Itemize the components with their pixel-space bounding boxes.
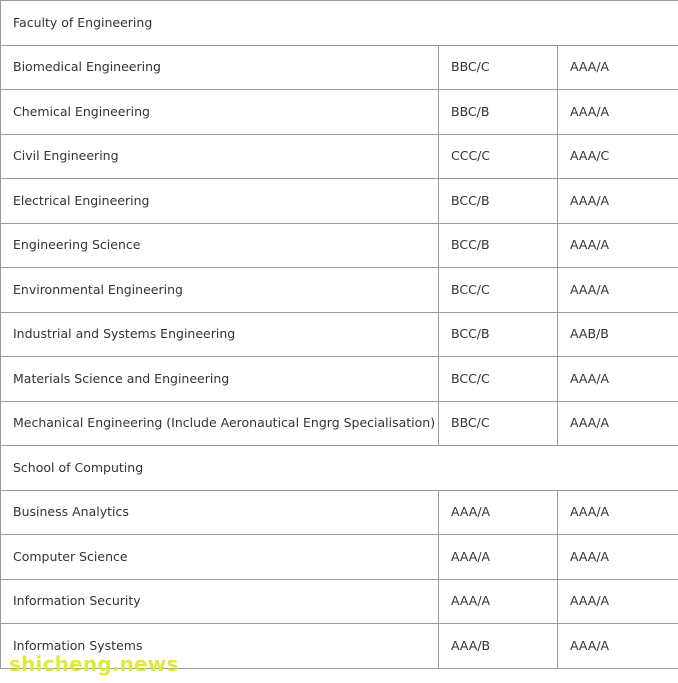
- course-name-cell: Materials Science and Engineering: [1, 357, 439, 402]
- section-title-cell: School of Computing: [1, 446, 678, 491]
- grade-cell-low: BBC/C: [439, 45, 558, 90]
- table-row: [1, 401, 678, 446]
- section-title-cell: Faculty of Engineering: [1, 1, 678, 46]
- grade-cell-high: AAB/B: [558, 312, 678, 357]
- grade-cell-high: AAA/A: [558, 357, 678, 402]
- course-name-cell: Chemical Engineering: [1, 90, 439, 135]
- table-row: [1, 312, 678, 357]
- course-name-cell: Electrical Engineering: [1, 179, 439, 224]
- grade-cell-low: AAA/A: [439, 490, 558, 535]
- grade-cell-high: AAA/A: [558, 223, 678, 268]
- table-row: [1, 535, 678, 580]
- course-name-cell: Mechanical Engineering (Include Aeronautical Engrg Specialisation): [1, 401, 439, 446]
- course-name-cell: Business Analytics: [1, 490, 439, 535]
- grade-cell-low: AAA/B: [439, 624, 558, 669]
- grade-cell-low: AAA/A: [439, 535, 558, 580]
- course-name-cell: Information Systems: [1, 624, 439, 669]
- watermark-text: shicheng.news: [9, 652, 179, 676]
- grade-cell-high: AAA/A: [558, 268, 678, 313]
- table-row: [1, 179, 678, 224]
- course-name-cell: Information Security: [1, 579, 439, 624]
- course-name-cell: Biomedical Engineering: [1, 45, 439, 90]
- section-row-computing: [1, 446, 678, 491]
- grade-cell-low: BBC/C: [439, 401, 558, 446]
- grade-cell-high: AAA/A: [558, 401, 678, 446]
- section-row-engineering: [1, 1, 678, 46]
- course-name-cell: Industrial and Systems Engineering: [1, 312, 439, 357]
- grade-cell-high: AAA/A: [558, 45, 678, 90]
- grade-cell-high: AAA/A: [558, 535, 678, 580]
- grade-cell-low: BCC/C: [439, 268, 558, 313]
- grade-cell-low: CCC/C: [439, 134, 558, 179]
- grade-cell-low: BCC/B: [439, 179, 558, 224]
- grade-cell-high: AAA/A: [558, 490, 678, 535]
- grade-cell-high: AAA/C: [558, 134, 678, 179]
- course-name-cell: Civil Engineering: [1, 134, 439, 179]
- grade-cell-low: BCC/C: [439, 357, 558, 402]
- grade-cell-low: BCC/B: [439, 223, 558, 268]
- grade-cell-high: AAA/A: [558, 179, 678, 224]
- course-name-cell: Environmental Engineering: [1, 268, 439, 313]
- table-row: [1, 357, 678, 402]
- table-row: [1, 90, 678, 135]
- grade-cell-low: BCC/B: [439, 312, 558, 357]
- table-row: [1, 223, 678, 268]
- grade-cell-low: BBC/B: [439, 90, 558, 135]
- table-row: [1, 45, 678, 90]
- table-row: [1, 579, 678, 624]
- course-name-cell: Computer Science: [1, 535, 439, 580]
- grade-cell-high: AAA/A: [558, 624, 678, 669]
- grade-cell-high: AAA/A: [558, 579, 678, 624]
- grade-cell-high: AAA/A: [558, 90, 678, 135]
- grade-cell-low: AAA/A: [439, 579, 558, 624]
- table-row: [1, 268, 678, 313]
- table-row: [1, 490, 678, 535]
- course-name-cell: Engineering Science: [1, 223, 439, 268]
- table-row: [1, 624, 678, 669]
- table-row: [1, 134, 678, 179]
